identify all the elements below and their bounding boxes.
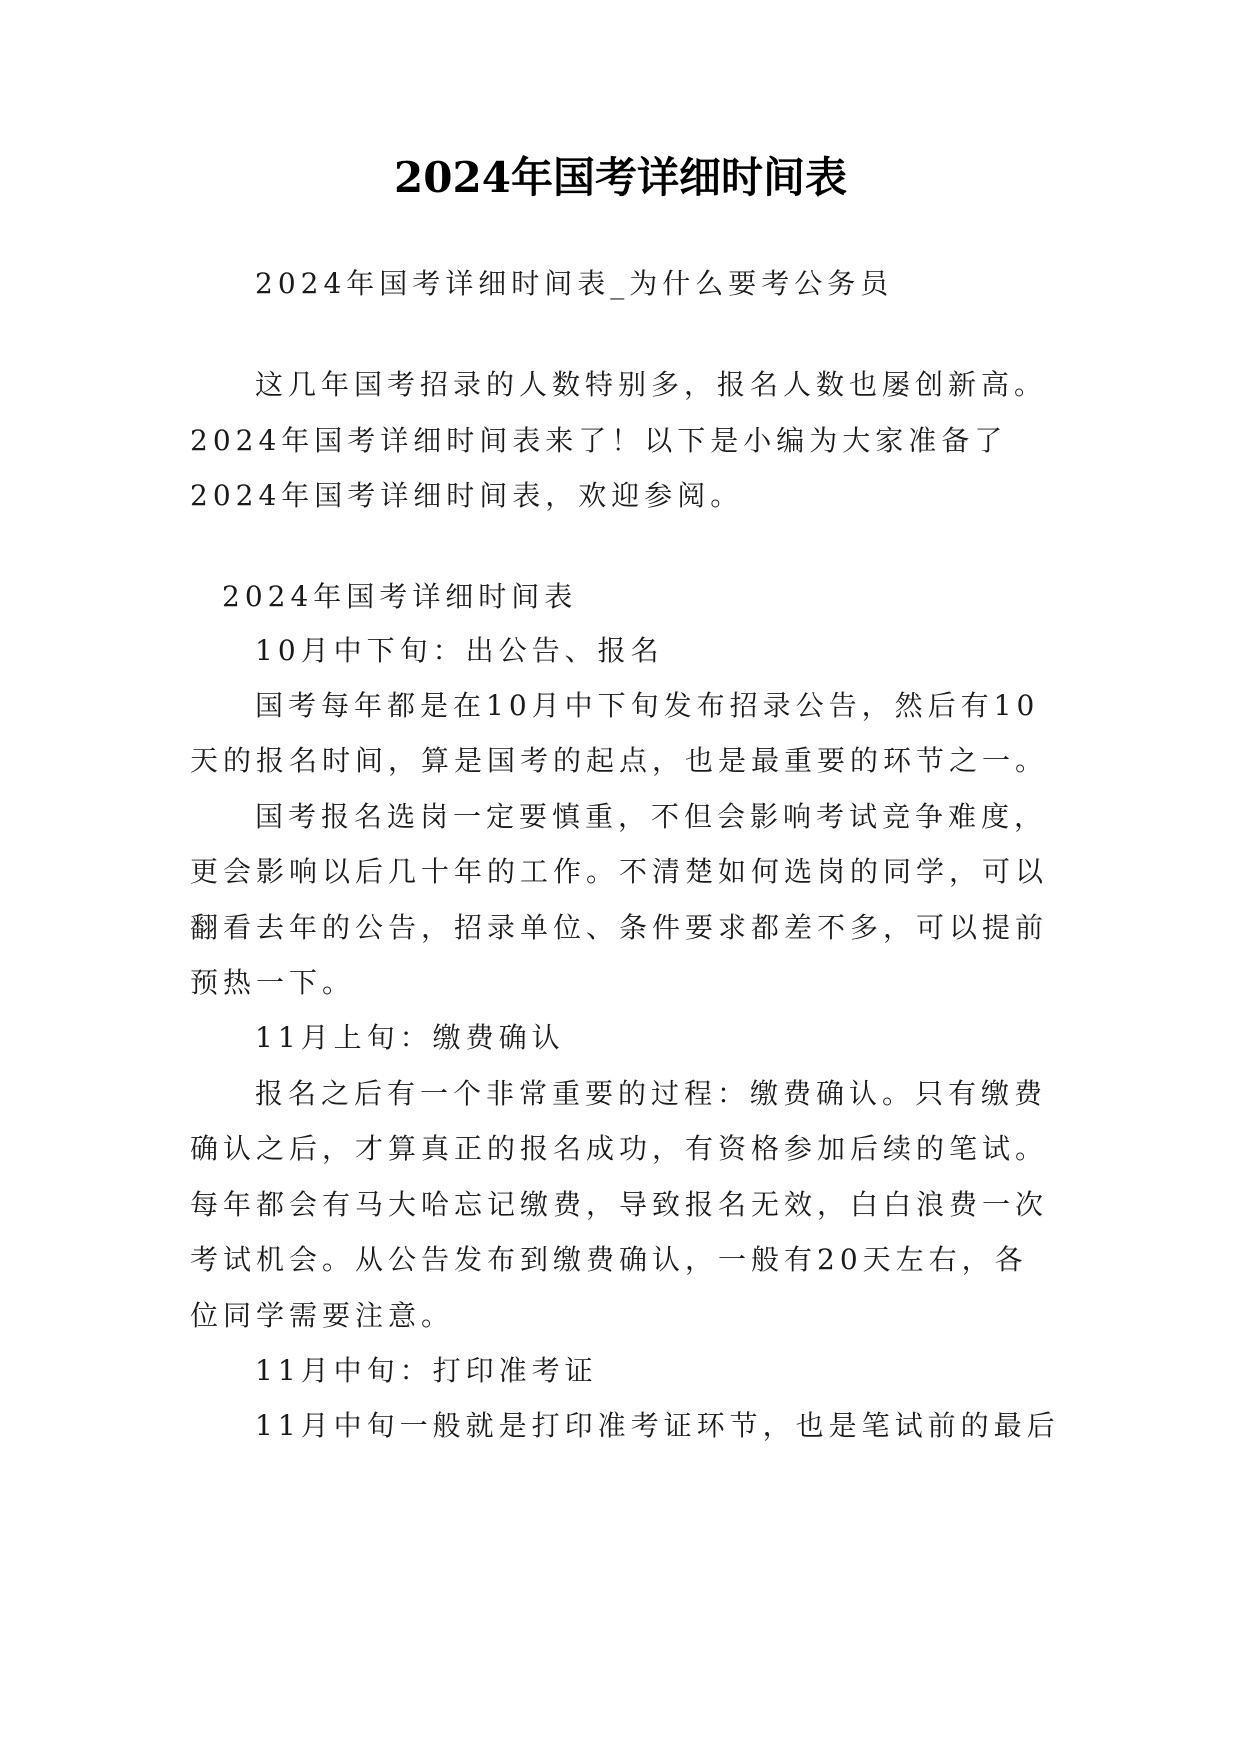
paragraph-line: 更会影响以后几十年的工作。不清楚如何选岗的同学，可以: [190, 855, 1049, 888]
timeline-heading: 10月中下旬：出公告、报名: [255, 634, 664, 667]
paragraph-line: 国考报名选岗一定要慎重，不但会影响考试竞争难度，: [255, 800, 1048, 833]
subtitle-line: 2024年国考详细时间表_为什么要考公务员: [255, 267, 894, 300]
paragraph-line: 位同学需要注意。: [190, 1299, 455, 1332]
paragraph-line: 翻看去年的公告，招录单位、条件要求都差不多，可以提前: [190, 911, 1049, 944]
paragraph-line: 确认之后，才算真正的报名成功，有资格参加后续的笔试。: [190, 1132, 1049, 1165]
paragraph-line: 国考每年都是在10月中下旬发布招录公告，然后有10: [255, 689, 1040, 722]
paragraph-line: 2024年国考详细时间表来了！以下是小编为大家准备了: [190, 424, 1008, 457]
document-title: 2024年国考详细时间表: [394, 153, 847, 202]
paragraph-line: 这几年国考招录的人数特别多，报名人数也屡创新高。: [255, 368, 1048, 401]
paragraph-line: 天的报名时间，算是国考的起点，也是最重要的环节之一。: [190, 744, 1049, 777]
paragraph-line: 预热一下。: [190, 966, 356, 999]
paragraph-line: 考试机会。从公告发布到缴费确认，一般有20天左右，各: [190, 1243, 1028, 1276]
paragraph-line: 每年都会有马大哈忘记缴费，导致报名无效，白白浪费一次: [190, 1188, 1049, 1221]
paragraph-line: 报名之后有一个非常重要的过程：缴费确认。只有缴费: [255, 1077, 1048, 1110]
paragraph-line: 2024年国考详细时间表，欢迎参阅。: [190, 479, 744, 512]
timeline-heading: 11月中旬：打印准考证: [255, 1354, 598, 1387]
timeline-heading: 11月上旬：缴费确认: [255, 1021, 565, 1054]
section-heading: 2024年国考详细时间表: [222, 580, 578, 613]
paragraph-line: 11月中旬一般就是打印准考证环节，也是笔试前的最后: [255, 1409, 1060, 1442]
